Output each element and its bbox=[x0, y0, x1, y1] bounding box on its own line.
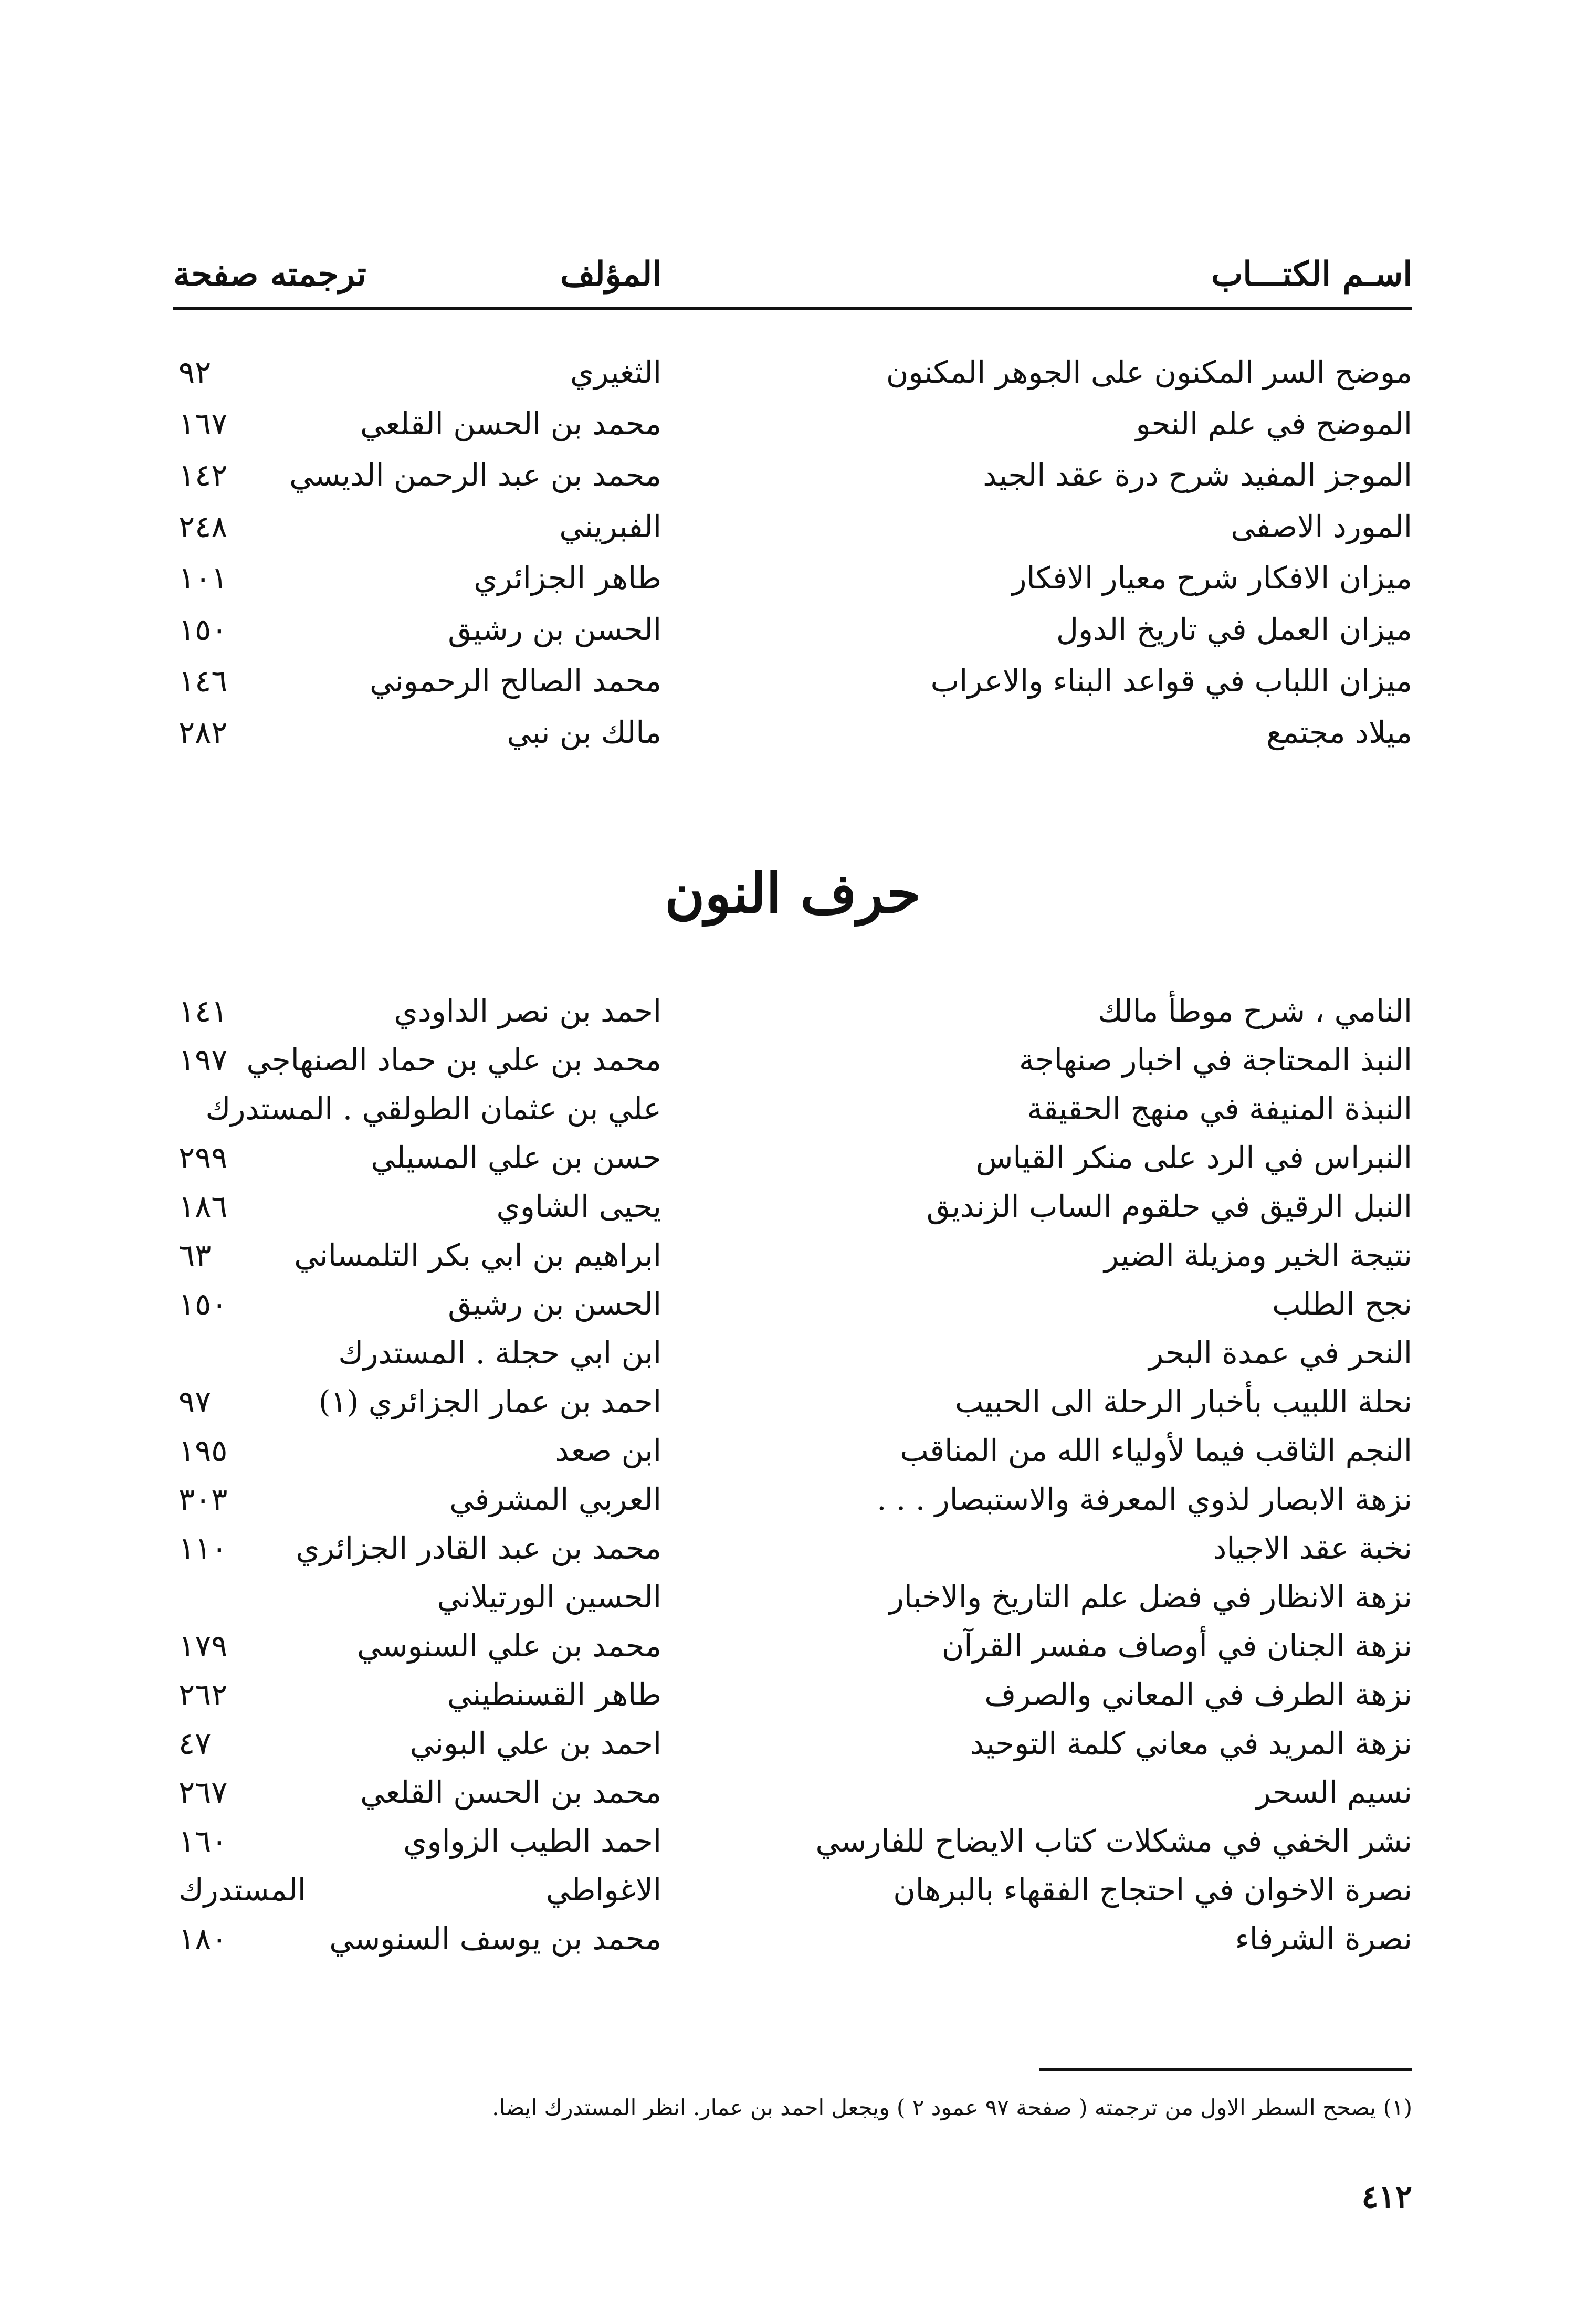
entry-page: ٣٠٣ bbox=[178, 1481, 228, 1517]
entry-author: احمد بن نصر الداودي bbox=[394, 993, 661, 1029]
entry-row bbox=[173, 1085, 1412, 1133]
entry-page: ١٨٠ bbox=[178, 1921, 228, 1957]
footnote: (١) يصحح السطر الاول من ترجمته ( صفحة ٩٧ عمود ٢ ) ويجعل احمد بن عمار. انظر المستدرك ايضا. bbox=[492, 2095, 1412, 2120]
page-number: ٤١٢ bbox=[1361, 2179, 1412, 2215]
entry-author: الحسن بن رشيق bbox=[448, 612, 661, 647]
entry-author: الحسن بن رشيق bbox=[448, 1286, 661, 1322]
entry-author: محمد الصالح الرحموني bbox=[370, 663, 661, 699]
entry-author: ابن ابي حجلة . المستدرك bbox=[338, 1335, 661, 1371]
entries-section-1 bbox=[173, 346, 1412, 758]
section-heading: حرف النون bbox=[665, 861, 921, 926]
entry-row bbox=[173, 501, 1412, 552]
entry-page: ١٤١ bbox=[178, 993, 228, 1029]
entry-page: ٢٤٨ bbox=[178, 509, 228, 544]
entry-title: ميلاد مجتمع bbox=[1266, 714, 1412, 750]
entry-title: النجم الثاقب فيما لأولياء الله من المناقب bbox=[900, 1433, 1412, 1468]
entry-author: ابراهيم بن ابي بكر التلمساني bbox=[294, 1237, 661, 1273]
entry-page: ١٥٠ bbox=[178, 612, 228, 647]
entry-page: ٢٦٧ bbox=[178, 1774, 228, 1810]
entry-page: ٩٢ bbox=[178, 354, 212, 390]
entry-page: ١٤٢ bbox=[178, 457, 228, 493]
entry-row bbox=[173, 1573, 1412, 1622]
entry-page: ٩٧ bbox=[178, 1384, 212, 1419]
entry-row bbox=[173, 1133, 1412, 1182]
entry-title: نزهة الجنان في أوصاف مفسر القرآن bbox=[941, 1628, 1412, 1664]
entry-title: المورد الاصفى bbox=[1231, 509, 1412, 544]
entry-author: طاهر القسنطيني bbox=[447, 1677, 661, 1712]
entry-row bbox=[173, 1817, 1412, 1866]
entry-page: ١٩٥ bbox=[178, 1433, 228, 1468]
entry-author: علي بن عثمان الطولقي . المستدرك bbox=[205, 1091, 661, 1127]
entry-title: ميزان اللباب في قواعد البناء والاعراب bbox=[930, 663, 1412, 699]
entry-row bbox=[173, 1524, 1412, 1573]
entry-row bbox=[173, 398, 1412, 449]
entry-author: محمد بن يوسف السنوسي bbox=[329, 1921, 661, 1957]
entry-page: ٤٧ bbox=[178, 1726, 212, 1761]
entry-row bbox=[173, 1866, 1412, 1915]
entry-page: ١٩٧ bbox=[178, 1042, 228, 1078]
entry-row bbox=[173, 1182, 1412, 1231]
entry-row bbox=[173, 1377, 1412, 1426]
entry-author: يحيى الشاوي bbox=[496, 1189, 661, 1224]
entry-author: الفبريني bbox=[559, 509, 661, 544]
entry-title: نتيجة الخير ومزيلة الضير bbox=[1104, 1237, 1412, 1273]
entry-title: الموجز المفيد شرح درة عقد الجيد bbox=[983, 457, 1412, 493]
entry-title: النبل الرقيق في حلقوم الساب الزنديق bbox=[926, 1189, 1412, 1224]
entry-title: نزهة المريد في معاني كلمة التوحيد bbox=[970, 1726, 1412, 1761]
entry-row bbox=[173, 1670, 1412, 1719]
entry-author: ابن صعد bbox=[555, 1433, 661, 1468]
entry-page: ١٦٠ bbox=[178, 1823, 228, 1859]
entry-title: النبذ المحتاجة في اخبار صنهاجة bbox=[1018, 1042, 1412, 1078]
entry-author: محمد بن الحسن القلعي bbox=[360, 406, 661, 441]
entry-page: ٢٦٢ bbox=[178, 1677, 228, 1712]
entry-row bbox=[173, 1426, 1412, 1475]
entry-author: مالك بن نبي bbox=[507, 714, 661, 750]
header-page-column: ترجمته صفحة bbox=[173, 255, 366, 294]
entry-author: الثغيري bbox=[570, 354, 661, 390]
entry-page: ٢٩٩ bbox=[178, 1140, 228, 1175]
entry-title: نصرة الاخوان في احتجاج الفقهاء بالبرهان bbox=[893, 1872, 1412, 1908]
entry-title: نصرة الشرفاء bbox=[1235, 1921, 1412, 1957]
entry-author: الحسين الورتيلاني bbox=[437, 1579, 661, 1615]
entry-author: محمد بن عبد القادر الجزائري bbox=[296, 1530, 661, 1566]
entry-title: الموضح في علم النحو bbox=[1136, 406, 1412, 441]
entry-author: احمد بن علي البوني bbox=[409, 1726, 661, 1761]
entry-row bbox=[173, 449, 1412, 501]
entry-row bbox=[173, 1475, 1412, 1524]
entry-title: نسيم السحر bbox=[1256, 1774, 1412, 1810]
entry-author: محمد بن علي بن حماد الصنهاجي bbox=[246, 1042, 661, 1078]
entry-page: ١٤٦ bbox=[178, 663, 228, 699]
entry-page: ١٠١ bbox=[178, 560, 228, 596]
entry-title: نحلة اللبيب بأخبار الرحلة الى الحبيب bbox=[954, 1384, 1412, 1419]
entry-author: حسن بن علي المسيلي bbox=[371, 1140, 661, 1175]
entry-page: ١٥٠ bbox=[178, 1286, 228, 1322]
entry-row bbox=[173, 1329, 1412, 1377]
entry-row bbox=[173, 1622, 1412, 1670]
entry-title: النحر في عمدة البحر bbox=[1149, 1335, 1412, 1371]
entry-author: العربي المشرفي bbox=[449, 1481, 661, 1517]
entry-row bbox=[173, 1036, 1412, 1085]
entry-row bbox=[173, 346, 1412, 398]
entry-title: نخبة عقد الاجياد bbox=[1213, 1530, 1412, 1566]
entry-page: ١٦٧ bbox=[178, 406, 228, 441]
entry-author: محمد بن الحسن القلعي bbox=[360, 1774, 661, 1810]
entry-row bbox=[173, 655, 1412, 707]
entry-author: محمد بن عبد الرحمن الديسي bbox=[289, 457, 661, 493]
entry-author: احمد الطيب الزواوي bbox=[403, 1823, 661, 1859]
entry-title: نزهة الابصار لذوي المعرفة والاستبصار . . . bbox=[877, 1481, 1412, 1517]
entry-row bbox=[173, 707, 1412, 758]
header-title-column: اسـم الكتـــاب bbox=[1211, 255, 1412, 294]
entry-title: موضح السر المكنون على الجوهر المكنون bbox=[886, 354, 1412, 390]
entry-title: النبراس في الرد على منكر القياس bbox=[975, 1140, 1412, 1175]
entry-title: نزهة الطرف في المعاني والصرف bbox=[984, 1677, 1412, 1712]
entry-page: ٢٨٢ bbox=[178, 714, 228, 750]
entry-title: نشر الخفي في مشكلات كتاب الايضاح للفارسي bbox=[815, 1823, 1412, 1859]
entry-title: نجح الطلب bbox=[1272, 1286, 1412, 1322]
entry-author: الاغواطي bbox=[545, 1872, 661, 1908]
entry-page: ١٧٩ bbox=[178, 1628, 228, 1664]
column-header bbox=[173, 249, 1412, 310]
entries-section-2 bbox=[173, 987, 1412, 1963]
entry-row bbox=[173, 1768, 1412, 1817]
header-author-column: المؤلف bbox=[560, 255, 661, 294]
entry-author: احمد بن عمار الجزائري (١) bbox=[318, 1384, 661, 1419]
entry-title: ميزان الافكار شرح معيار الافكار bbox=[1012, 560, 1412, 596]
entry-title: النامي ، شرح موطأ مالك bbox=[1097, 993, 1412, 1029]
entry-row bbox=[173, 604, 1412, 655]
entry-row bbox=[173, 1719, 1412, 1768]
entry-author: طاهر الجزائري bbox=[474, 560, 661, 596]
entry-row bbox=[173, 987, 1412, 1036]
entry-title: نزهة الانظار في فضل علم التاريخ والاخبار bbox=[889, 1579, 1412, 1615]
entry-page: ١٨٦ bbox=[178, 1189, 228, 1224]
entry-row bbox=[173, 552, 1412, 604]
entry-row bbox=[173, 1280, 1412, 1329]
entry-row bbox=[173, 1231, 1412, 1280]
entry-row bbox=[173, 1915, 1412, 1963]
entry-title: ميزان العمل في تاريخ الدول bbox=[1056, 612, 1412, 647]
entry-page: ٦٣ bbox=[178, 1237, 212, 1273]
entry-page: ١١٠ bbox=[178, 1530, 228, 1566]
footnote-rule bbox=[1039, 2068, 1412, 2071]
entry-title: النبذة المنيفة في منهج الحقيقة bbox=[1027, 1091, 1412, 1127]
entry-author: محمد بن علي السنوسي bbox=[356, 1628, 661, 1664]
entry-page: المستدرك bbox=[178, 1872, 306, 1908]
